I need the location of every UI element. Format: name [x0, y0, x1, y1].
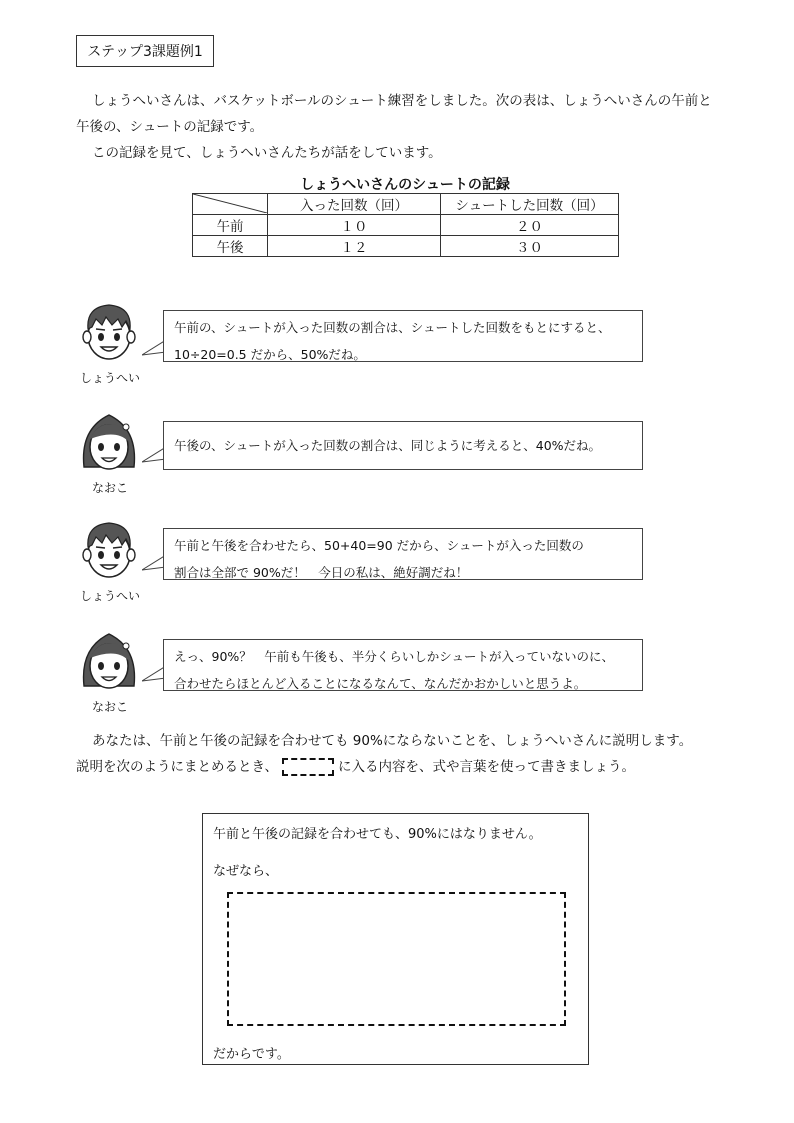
- speech-line: えっ、90%？ 午前も午後も、半分くらいしかシュートが入っていないのに、: [174, 649, 615, 664]
- boy-face-icon: [76, 517, 142, 583]
- table-header-row: [193, 194, 619, 215]
- speaker-name: しょうへい: [79, 371, 140, 385]
- boy-avatar-2: [76, 517, 142, 587]
- diagonal-line: [193, 194, 267, 213]
- column-header-shots: シュートした回数（回）: [441, 194, 619, 215]
- intro-line-1: しょうへいさんは、バスケットボールのシュート練習をしました。次の表は、しょうへいさんの午前と: [92, 93, 712, 109]
- question-line-2: [76, 754, 635, 780]
- cell-made-afternoon: １２: [268, 236, 441, 257]
- speech-line: 合わせたらほとんど入ることになるなんて、なんだかおかしいと思うよ。: [174, 676, 587, 691]
- girl-face-icon: [76, 628, 142, 694]
- girl-avatar-1: [76, 409, 142, 479]
- speech-line: 午前の、シュートが入った回数の割合は、シュートした回数をもとにすると、: [174, 320, 611, 335]
- cell-made-morning: １０: [268, 215, 441, 236]
- intro-line-3: この記録を見て、しょうへいさんたちが話をしています。: [92, 145, 442, 161]
- girl-avatar-2: [76, 628, 142, 698]
- question-text-before: 説明を次のようにまとめるとき、: [76, 759, 278, 775]
- speech-line: 割合は全部で 90%だ！ 今日の私は、絶好調だね！: [174, 565, 469, 580]
- speaker-name: なおこ: [91, 481, 128, 495]
- speech-bubble: [163, 421, 643, 470]
- table-row: [193, 236, 619, 257]
- speech-bubble: [163, 639, 643, 691]
- blank-placeholder-box: [282, 758, 334, 776]
- answer-line-1: 午前と午後の記録を合わせても、90%にはなりません。: [213, 827, 542, 842]
- speaker-name: なおこ: [91, 700, 128, 714]
- answer-line-2: なぜなら、: [213, 864, 279, 879]
- row-label-afternoon: 午後: [193, 236, 268, 257]
- row-label-morning: 午前: [193, 215, 268, 236]
- girl-face-icon: [76, 409, 142, 475]
- speech-line: 10÷20=0.5 だから、50%だね。: [174, 347, 366, 362]
- question-line-1: あなたは、午前と午後の記録を合わせても 90%にならないことを、しょうへいさんに説明します。: [92, 733, 693, 749]
- speech-line: 午前と午後を合わせたら、50+40=90 だから、シュートが入った回数の: [174, 538, 584, 553]
- column-header-made: 入った回数（回）: [268, 194, 441, 215]
- answer-input-area[interactable]: [227, 892, 566, 1026]
- question-text-after: に入る内容を、式や言葉を使って書きましょう。: [337, 759, 635, 775]
- table-title: しょうへいさんのシュートの記録: [300, 177, 510, 193]
- table-row: [193, 215, 619, 236]
- speaker-name: しょうへい: [79, 589, 140, 603]
- speech-line: 午後の、シュートが入った回数の割合は、同じように考えると、40%だね。: [174, 438, 602, 453]
- record-table: [192, 193, 619, 257]
- boy-face-icon: [76, 299, 142, 365]
- table-corner-cell: [193, 194, 268, 215]
- speech-bubble: [163, 310, 643, 362]
- intro-line-2: 午後の、シュートの記録です。: [76, 119, 264, 135]
- answer-line-3: だからです。: [213, 1047, 290, 1062]
- cell-shots-afternoon: ３０: [441, 236, 619, 257]
- step-label: ステップ3課題例1: [76, 35, 214, 67]
- boy-avatar-1: [76, 299, 142, 369]
- cell-shots-morning: ２０: [441, 215, 619, 236]
- speech-bubble: [163, 528, 643, 580]
